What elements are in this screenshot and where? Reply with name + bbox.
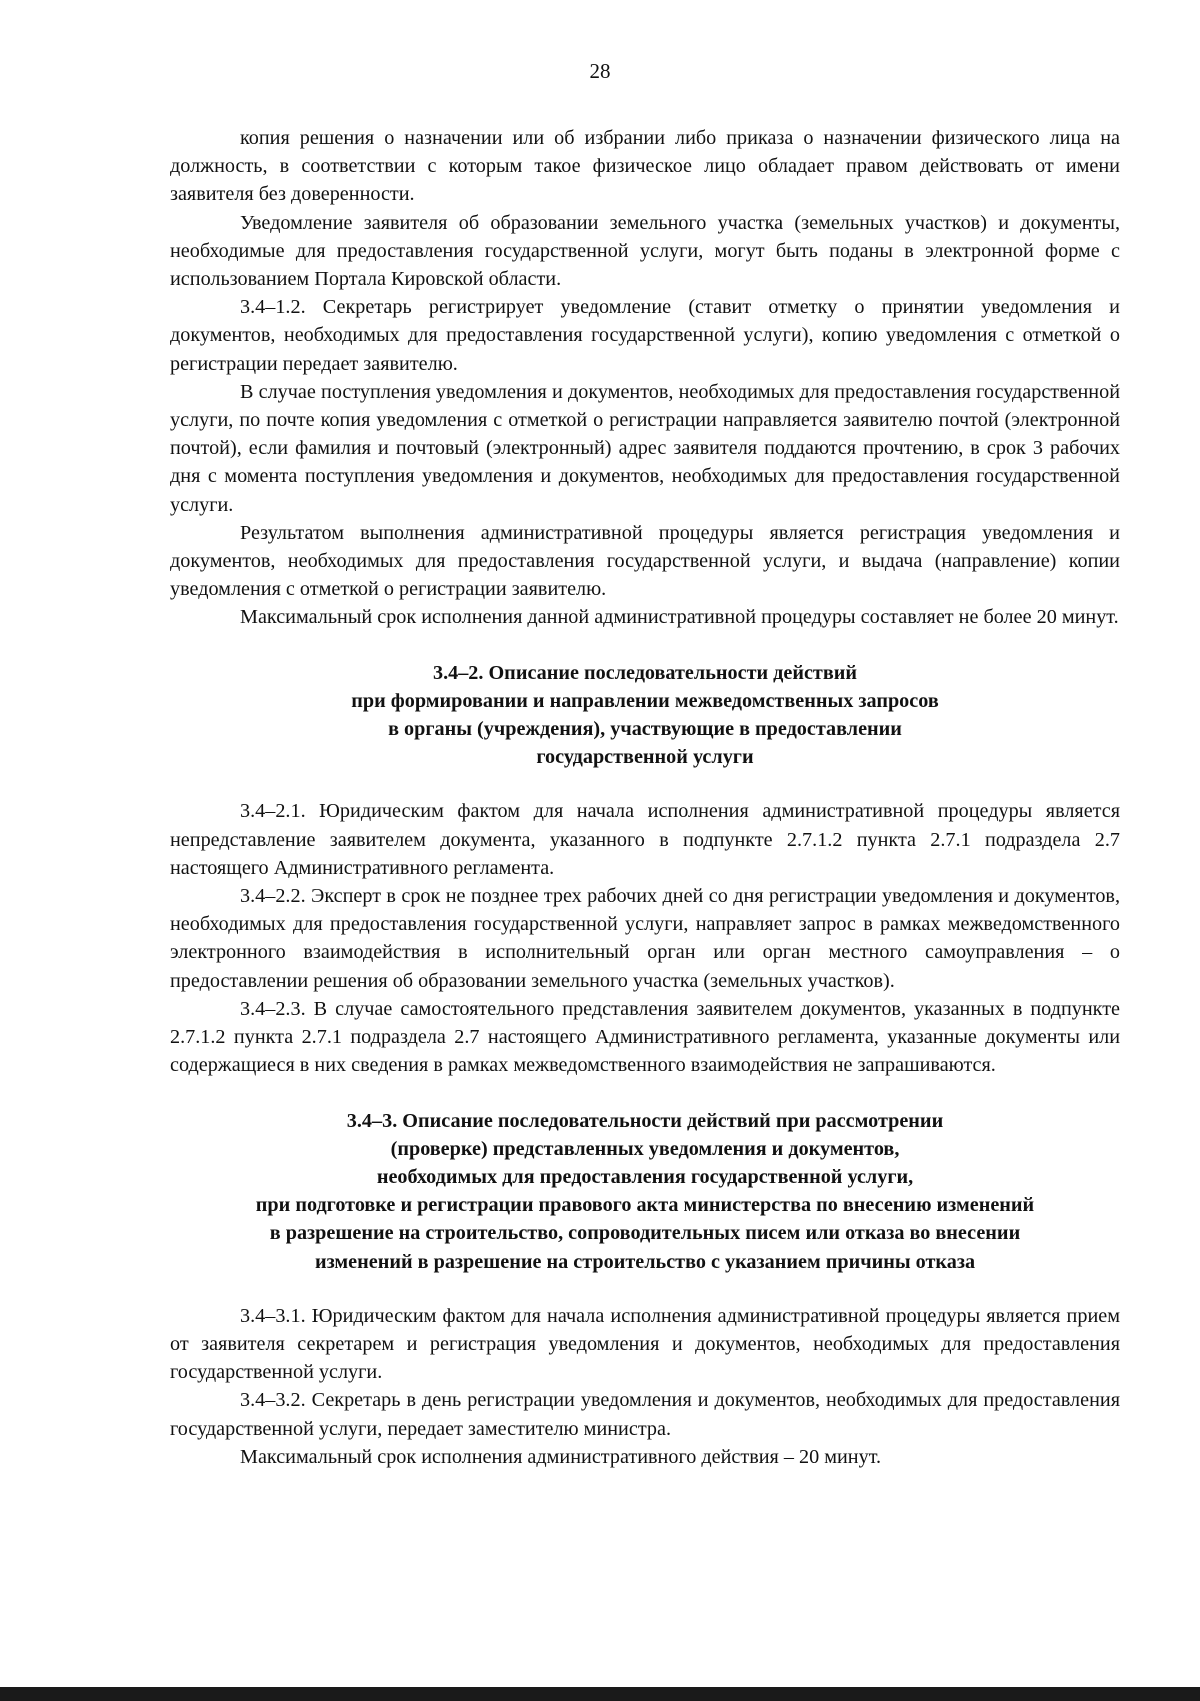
paragraph-action-duration: Максимальный срок исполнения административного действия – 20 минут. [240,1445,882,1468]
section-heading-3-4-2 [170,659,1120,772]
heading-line: при формировании и направлении межведомственных запросов [351,689,939,712]
spacer [170,1276,1120,1302]
page-number: 28 [589,59,611,83]
scan-edge-line [0,1687,1200,1701]
paragraph-3-4-1-2: 3.4–1.2. Секретарь регистрирует уведомление (ставит отметку о принятии уведомления и документов, необходимых для предоставления государственной услуги), копию уведомления с отметкой о регистрации передает заявителю. [170,296,1120,375]
paragraph-procedure-result: Результатом выполнения административной процедуры является регистрация уведомления и документов, необходимых для предоставления государственной услуги, и выдача (направление) копии уведомления с отметкой о регистрации заявителю. [170,521,1120,601]
spacer [170,632,1120,659]
paragraph-postal-receipt: В случае поступления уведомления и документов, необходимых для предоставления государственной услуги, по почте копия уведомления с отметкой о регистрации направляется заявителю почтой (электронной почтой), если фамилия и почтовый (электронный) адрес заявителя поддаются прочтению, в срок 3 рабочих дня с момента поступления уведомления и документов, необходимых для предоставления государственной услуги. [170,380,1120,516]
heading-line: необходимых для предоставления государственной услуги, [376,1165,914,1188]
paragraph-portal-submission: Уведомление заявителя об образовании земельного участка (земельных участков) и документы, необходимые для предоставления государственной услуги, могут быть поданы в электронной форме с использованием Портала Кировской области. [170,211,1120,291]
document-body [170,124,1120,1471]
section-heading-3-4-3 [170,1107,1120,1276]
paragraph-max-duration: Максимальный срок исполнения данной административной процедуры составляет не более 20 минут. [240,606,1119,629]
heading-line: в органы (учреждения), участвующие в предоставлении [388,718,902,741]
paragraph-3-4-2-3: 3.4–2.3. В случае самостоятельного представления заявителем документов, указанных в подпункте 2.7.1.2 пункта 2.7.1 подраздела 2.7 настоящего Административного регламента, указанные документы или содержащиеся в них сведения в рамках межведомственного взаимодействия не запрашиваются. [170,997,1120,1077]
paragraph-3-4-3-2: 3.4–3.2. Секретарь в день регистрации уведомления и документов, необходимых для предоставления государственной услуги, передает заместителю министра. [170,1389,1120,1440]
heading-line: 3.4–2. Описание последовательности действий [432,661,858,684]
paragraph-3-4-2-1: 3.4–2.1. Юридическим фактом для начала исполнения административной процедуры является непредставление заявителем документа, указанного в подпункте 2.7.1.2 пункта 2.7.1 подраздела 2.7 настоящего Административного регламента. [170,800,1120,879]
heading-line: изменений в разрешение на строительство с указанием причины отказа [314,1250,976,1273]
paragraph-3-4-2-2: 3.4–2.2. Эксперт в срок не позднее трех рабочих дней со дня регистрации уведомления и документов, необходимых для предоставления государственной услуги, направляет запрос в рамках межведомственного электронного взаимодействия в исполнительный орган или орган местного самоуправления – о предоставлении решения об образовании земельного участка (земельных участков). [170,885,1120,992]
paragraph-3-4-3-1: 3.4–3.1. Юридическим фактом для начала исполнения административной процедуры является прием от заявителя секретарем и регистрация уведомления и документов, необходимых для предоставления государственной услуги. [170,1304,1120,1384]
paragraph-continuation: копия решения о назначении или об избрании либо приказа о назначении физического лица на должность, в соответствии с которым такое физическое лицо обладает правом действовать от имени заявителя без доверенности. [170,127,1120,206]
heading-line: государственной услуги [536,746,754,769]
spacer [170,771,1120,797]
spacer [170,1080,1120,1107]
heading-line: (проверке) представленных уведомления и документов, [390,1137,900,1160]
heading-line: 3.4–3. Описание последовательности действий при рассмотрении [346,1109,944,1132]
heading-line: в разрешение на строительство, сопроводительных писем или отказа во внесении [269,1222,1021,1245]
heading-line: при подготовке и регистрации правового акта министерства по внесению изменений [255,1194,1035,1217]
